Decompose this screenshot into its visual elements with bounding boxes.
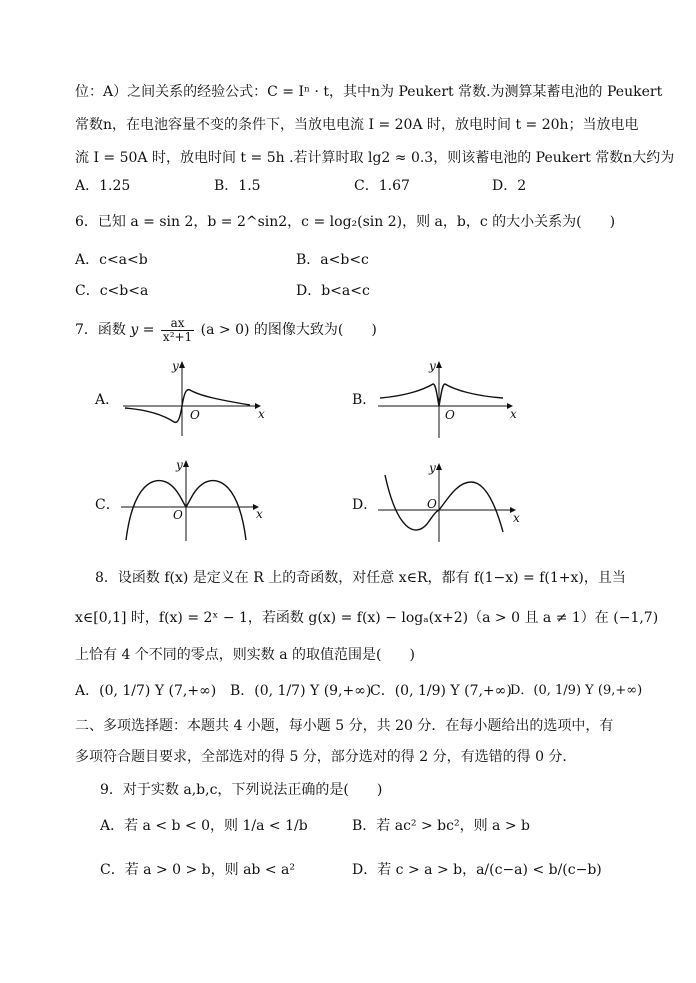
- q7-graph-d: [375, 460, 525, 545]
- q7-stem: [75, 315, 377, 345]
- q8-option-b[interactable]: B．(0, 1/7) Y (9,+∞): [230, 683, 372, 699]
- x-label: x: [510, 407, 517, 421]
- q8-line-1: 8．设函数 f(x) 是定义在 R 上的奇函数，对任意 x∈R，都有 f(1−x) = f(1+x)，且当: [95, 570, 626, 586]
- q5-option-b[interactable]: B．1.5: [214, 178, 261, 194]
- q5-option-a[interactable]: A．1.25: [75, 178, 131, 194]
- q6-option-c[interactable]: C．c<b<a: [75, 283, 149, 299]
- x-label: x: [256, 507, 263, 521]
- q7-label-d[interactable]: D．: [352, 497, 378, 513]
- q5-option-d[interactable]: D．2: [492, 178, 527, 194]
- x-label: x: [513, 511, 520, 525]
- y-axis-arrow: [436, 361, 442, 368]
- q7-label-c[interactable]: C．: [95, 497, 120, 513]
- q6-option-d[interactable]: D．b<a<c: [296, 283, 370, 299]
- q8-option-c[interactable]: C．(0, 1/9) Y (7,+∞): [370, 683, 512, 699]
- q9-option-d[interactable]: D．若 c > a > b，a/(c−a) < b/(c−b): [352, 862, 602, 878]
- y-axis-arrow: [179, 361, 185, 368]
- q7-graph-a: [120, 358, 270, 438]
- section2-line-1: 二、多项选择题：本题共 4 小题，每小题 5 分，共 20 分．在每小题给出的选项中，有: [75, 718, 614, 734]
- q6-option-b[interactable]: B．a<b<c: [296, 252, 369, 268]
- q6-stem: 6．已知 a = sin 2，b = 2^sin2，c = log₂(sin 2)，则 a，b，c 的大小关系为( ): [75, 214, 616, 230]
- q7-stem-post: (a > 0) 的图像大致为( ): [200, 322, 377, 338]
- q7-y-eq: y =: [130, 322, 155, 338]
- origin-label: O: [427, 497, 437, 511]
- q7-label-a[interactable]: A．: [95, 392, 120, 408]
- q7-numerator: ax: [161, 317, 194, 331]
- origin-label: O: [190, 408, 200, 422]
- q5-line-2: 常数n，在电池容量不变的条件下，当放电电流 I = 20A 时，放电时间 t = 20h；当放电电: [75, 117, 639, 133]
- q8-option-d[interactable]: D．(0, 1/9) Y (9,+∞): [510, 683, 643, 698]
- q9-stem: 9．对于实数 a,b,c，下列说法正确的是( ): [100, 782, 383, 798]
- q7-graph-c: [118, 455, 273, 545]
- y-label: y: [429, 359, 436, 373]
- q6-option-a[interactable]: A．c<a<b: [75, 252, 148, 268]
- y-label: y: [176, 458, 183, 472]
- curve: [380, 384, 503, 406]
- curve: [385, 475, 503, 532]
- q8-option-a[interactable]: A．(0, 1/7) Y (7,+∞): [75, 683, 217, 699]
- q9-option-c[interactable]: C．若 a > 0 > b，则 ab < a²: [100, 862, 295, 878]
- q7-fraction: [161, 317, 194, 344]
- y-label: y: [172, 359, 179, 373]
- y-label: y: [429, 461, 436, 475]
- q5-option-c[interactable]: C．1.67: [354, 178, 410, 194]
- q5-line-3: 流 I = 50A 时，放电时间 t = 5h .若计算时取 lg2 ≈ 0.3，则该蓄电池的 Peukert 常数n大约为: [75, 150, 675, 166]
- x-label: x: [258, 407, 265, 421]
- q7-stem-pre: 7．函数: [75, 322, 126, 338]
- q9-option-a[interactable]: A．若 a < b < 0，则 1/a < 1/b: [100, 818, 308, 834]
- q7-denominator: x²+1: [162, 329, 193, 344]
- q8-line-2: x∈[0,1] 时，f(x) = 2ˣ − 1，若函数 g(x) = f(x) − logₐ(x+2)（a > 0 且 a ≠ 1）在 (−1,7): [75, 610, 659, 626]
- section2-line-2: 多项符合题目要求，全部选对的得 5 分，部分选对的得 2 分，有选错的得 0 分．: [75, 749, 577, 765]
- q7-label-b[interactable]: B．: [352, 392, 377, 408]
- q9-option-b[interactable]: B．若 ac² > bc²，则 a > b: [352, 818, 530, 834]
- y-axis-arrow: [436, 463, 442, 470]
- origin-label: O: [173, 508, 183, 522]
- origin-label: O: [445, 408, 455, 422]
- y-axis-arrow: [183, 460, 189, 467]
- q8-line-3: 上恰有 4 个不同的零点，则实数 a 的取值范围是( ): [75, 647, 415, 663]
- q7-graph-b: [375, 358, 525, 440]
- q5-line-1: 位：A）之间关系的经验公式：C = Iⁿ · t，其中n为 Peukert 常数.为测算某蓄电池的 Peukert: [75, 84, 663, 100]
